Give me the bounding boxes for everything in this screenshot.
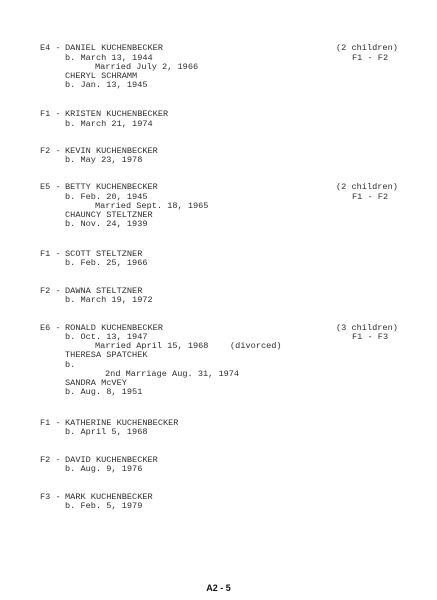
birth-date: b. Aug. 9, 1976 [65, 464, 143, 474]
birth-date: b. Feb. 20, 1945 [65, 192, 148, 202]
children-range: F1 - F2 [352, 192, 389, 202]
person-name: SCOTT STELTZNER [65, 249, 143, 259]
person-name: KRISTEN KUCHENBECKER [65, 109, 169, 119]
entry-code: F1 - [40, 109, 61, 119]
person-name: DANIEL KUCHENBECKER [65, 43, 163, 53]
birth-date: b. March 19, 1972 [65, 295, 153, 305]
entry-code: F1 - [40, 249, 61, 259]
person-name: DAVID KUCHENBECKER [65, 455, 158, 465]
children-range: F1 - F2 [352, 53, 389, 63]
spouse-name: CHAUNCY STELTZNER [65, 210, 153, 220]
entry-code: E6 - [40, 323, 61, 333]
birth-date: b. Feb. 25, 1966 [65, 258, 148, 268]
person-name: BETTY KUCHENBECKER [65, 182, 158, 192]
spouse-name: CHERYL SCHRAMM [65, 71, 138, 81]
entry-code: F2 - [40, 286, 61, 296]
birth-date: b. March 13, 1944 [65, 53, 153, 63]
entry-code: E5 - [40, 182, 61, 192]
marriage-date: Married July 2, 1966 [95, 62, 199, 72]
person-name: KEVIN KUCHENBECKER [65, 146, 158, 156]
birth-date: b. May 23, 1978 [65, 155, 143, 165]
person-name: KATHERINE KUCHENBECKER [65, 418, 179, 428]
entry-code: F2 - [40, 455, 61, 465]
second-spouse-name: SANDRA McVEY [65, 378, 127, 388]
children-count: (2 children) [336, 43, 398, 53]
person-name: DAWNA STELTZNER [65, 286, 143, 296]
second-spouse-birth-date: b. Aug. 8, 1951 [65, 387, 143, 397]
marriage-date: Married April 15, 1968 [95, 341, 209, 351]
person-name: RONALD KUCHENBECKER [65, 323, 163, 333]
marriage-date: Married Sept. 18, 1965 [95, 201, 209, 211]
children-range: F1 - F3 [352, 332, 389, 342]
second-marriage-date: 2nd Marriage Aug. 31, 1974 [105, 369, 240, 379]
divorce-note: (divorced) [230, 341, 282, 351]
entry-code: E4 - [40, 43, 61, 53]
entry-code: F3 - [40, 492, 61, 502]
spouse-birth-date: b. Nov. 24, 1939 [65, 219, 148, 229]
birth-date: b. Feb. 5, 1979 [65, 501, 143, 511]
children-count: (2 children) [336, 182, 398, 192]
person-name: MARK KUCHENBECKER [65, 492, 153, 502]
birth-date: b. March 21, 1974 [65, 119, 153, 129]
entry-code: F2 - [40, 146, 61, 156]
entry-code: F1 - [40, 418, 61, 428]
children-count: (3 children) [336, 323, 398, 333]
birth-date: b. Oct. 13, 1947 [65, 332, 148, 342]
page-number: A2 - 5 [206, 583, 231, 593]
spouse-birth-date: b. Jan. 13, 1945 [65, 80, 148, 90]
spouse-name: THERESA SPATCHEK [65, 350, 148, 360]
spouse-birth-date: b. [65, 360, 76, 370]
birth-date: b. April 5, 1968 [65, 427, 148, 437]
